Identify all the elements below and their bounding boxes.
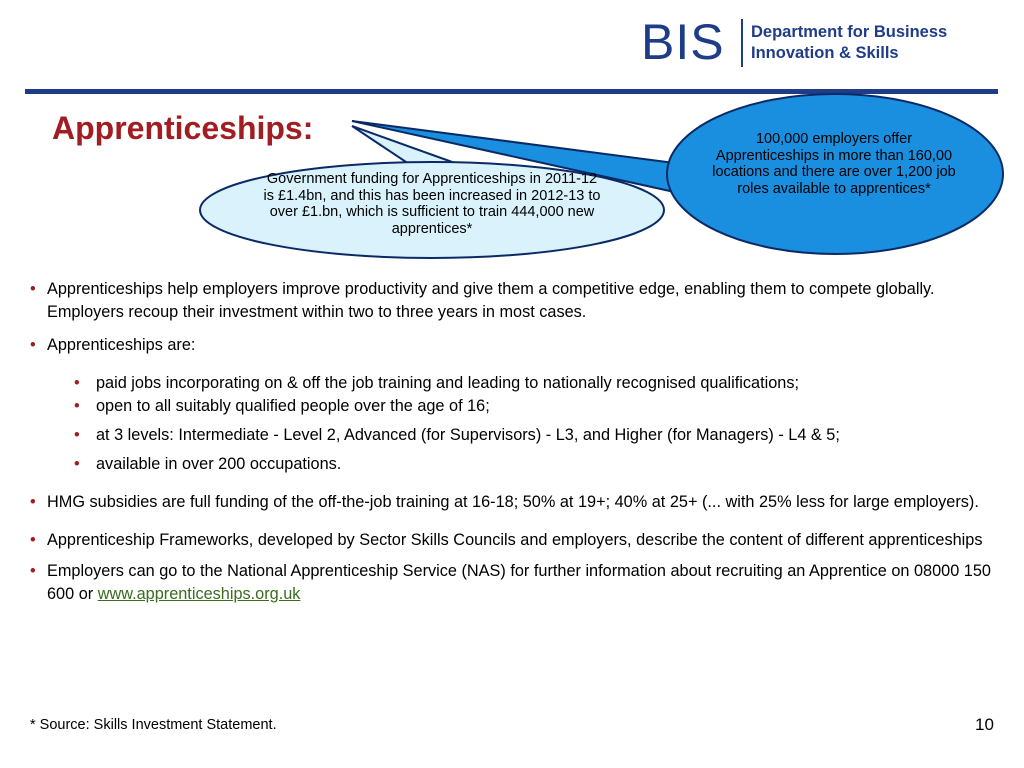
sub-bullet-levels [30,424,1010,447]
right-callout-text: 100,000 employers offer Apprenticeships in more than 160,00 locations and there are over 1,200 job roles available to apprentices* [712,131,956,197]
sub-bullet-occupations [30,453,1010,476]
bullet-text: Apprenticeship Frameworks, developed by Sector Skills Councils and employers, describe the content of different apprenticeships [47,531,983,549]
bullet-marker: • [30,493,36,511]
bullet-frameworks [30,529,1010,552]
bullet-marker: • [30,562,36,580]
sub-bullet-paid-jobs [30,372,1010,395]
bullet-text: HMG subsidies are full funding of the off-the-job training at 16-18; 50% at 19+; 40% at 25+ (... with 25% less for large employers). [47,493,979,511]
bullet-text: Apprenticeships are: [47,336,196,354]
sub-bullet-text: paid jobs incorporating on & off the job training and leading to nationally recognised qualifications; [96,374,799,392]
bullet-apprenticeships-are [30,334,1010,357]
bullet-marker: • [30,531,36,549]
bullet-text: Apprenticeships help employers improve productivity and give them a competitive edge, enabling them to compete globally. Employers recoup their investment within two to three years in most cases. [47,280,935,321]
apprenticeships-website-link[interactable]: www.apprenticeships.org.uk [97,585,301,603]
logo-abbreviation: BIS [641,14,725,70]
bullet-marker: • [30,280,36,298]
sub-bullet-text: open to all suitably qualified people over the age of 16; [96,397,490,415]
sub-bullet-text: at 3 levels: Intermediate - Level 2, Advanced (for Supervisors) - L3, and Higher (for Managers) - L4 & 5; [96,426,840,444]
slide-body [30,278,1010,606]
bullet-hmg-subsidies [30,491,1010,514]
sub-bullet-marker: • [74,374,80,392]
slide-title: Apprenticeships: [52,110,314,146]
bullet-nas [30,560,1010,606]
sub-bullet-text: available in over 200 occupations. [96,455,342,473]
logo-line-1: Department for Business [751,23,948,41]
page-number: 10 [975,715,994,734]
left-callout-text: Government funding for Apprenticeships in 2011-12 is £1.4bn, and this has been increased in 2012-13 to over £1.bn, which is sufficient to train 444,000 new apprentices* [263,171,601,237]
sub-bullet-marker: • [74,426,80,444]
logo-line-2: Innovation & Skills [751,44,899,62]
source-footnote: * Source: Skills Investment Statement. [30,717,277,733]
bullet-text: Employers can go to the National Apprenticeship Service (NAS) for further information about recruiting an Apprentice on 08000 150 600 or [47,562,991,603]
bullet-marker: • [30,336,36,354]
bullet-productivity [30,278,1010,324]
sub-bullet-marker: • [74,397,80,415]
sub-bullet-open-to-all [30,395,1010,418]
sub-bullet-marker: • [74,455,80,473]
